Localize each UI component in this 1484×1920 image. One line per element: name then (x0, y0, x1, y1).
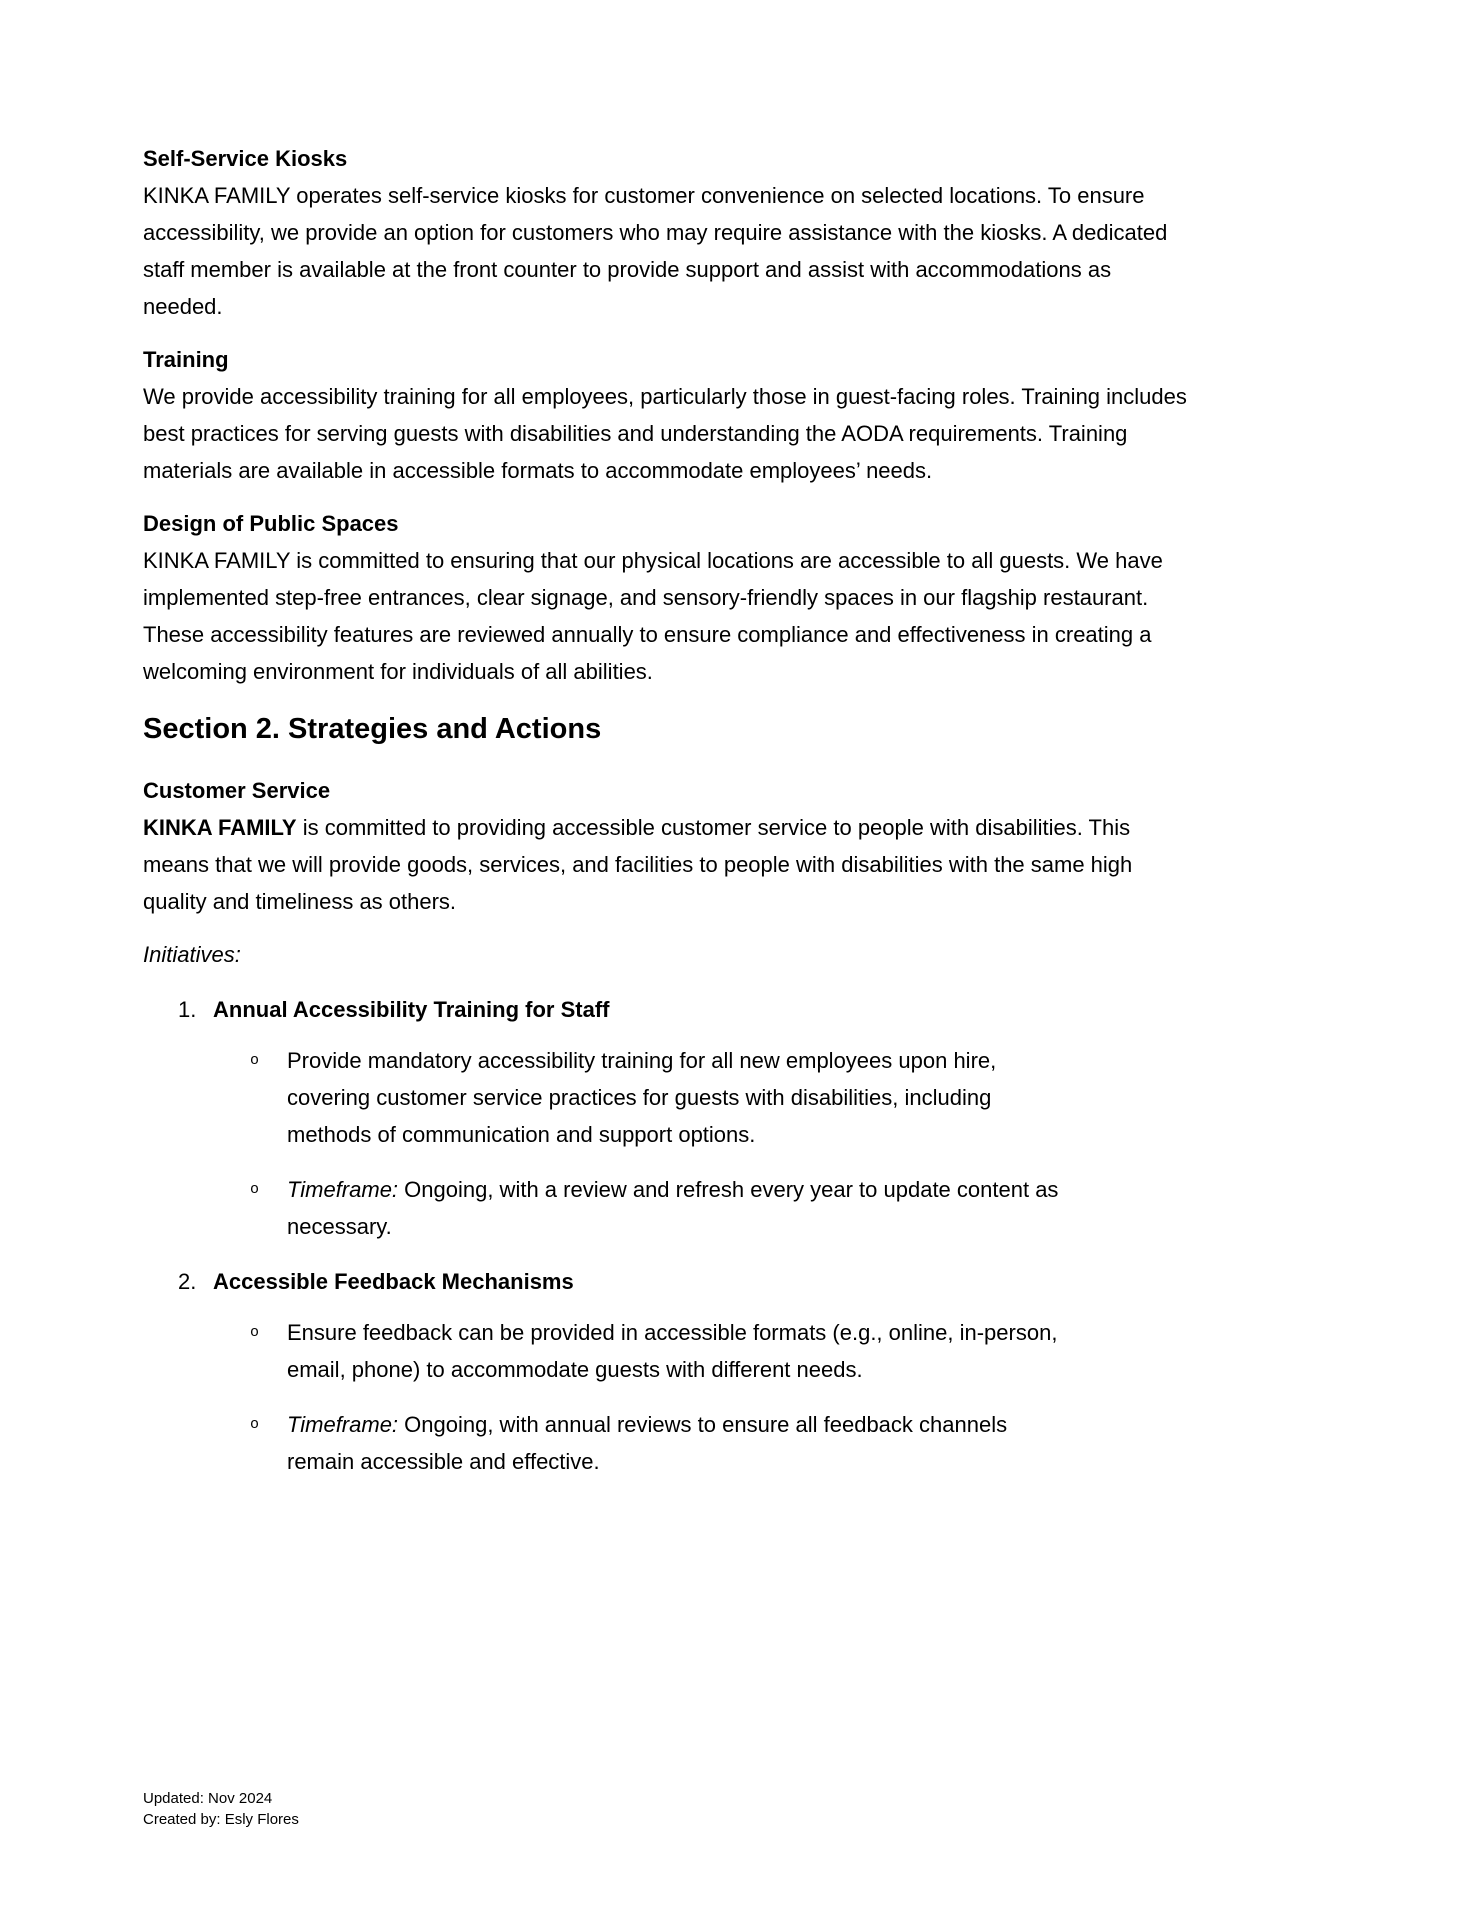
sub-item-2-1-body: Ensure feedback can be provided in accessible formats (e.g., online, in-person, email, phone) to accommodate guests with different needs. (287, 1320, 1058, 1382)
sub-item-1-1-body: Provide mandatory accessibility training for all new employees upon hire, covering customer service practices for guests with disabilities, including methods of communication and support options. (287, 1048, 997, 1147)
footer-updated: Updated: Nov 2024 (143, 1790, 273, 1807)
customer-service-bold-lead: KINKA FAMILY (143, 815, 297, 840)
heading-design-of-public-spaces: Design of Public Spaces (143, 511, 399, 536)
sub-item-2-2-body: Ongoing, with annual reviews to ensure all feedback channels remain accessible and effective. (287, 1412, 1008, 1474)
paragraph-design-of-public-spaces: KINKA FAMILY is committed to ensuring that our physical locations are accessible to all guests. We have implemented step-free entrances, clear signage, and sensory-friendly spaces in our flagship restaurant. These accessibility features are reviewed annually to ensure compliance and effectiveness in creating a welcoming environment for individuals of all abilities. (143, 548, 1163, 684)
section-design-of-public-spaces (143, 505, 1188, 690)
heading-training: Training (143, 347, 229, 372)
list-item-2-title: Accessible Feedback Mechanisms (213, 1269, 574, 1294)
heading-customer-service: Customer Service (143, 778, 331, 803)
sub-item-2-1-text (287, 1314, 1077, 1388)
sub-item-1-2 (250, 1171, 1188, 1245)
document-content (143, 140, 1188, 1480)
bullet-marker-icon: o (250, 1416, 260, 1433)
sub-item-1-2-body: Ongoing, with a review and refresh every year to update content as necessary. (287, 1177, 1059, 1239)
section-training (143, 341, 1188, 489)
document-footer (143, 1788, 299, 1830)
paragraph-self-service-kiosks: KINKA FAMILY operates self-service kiosks for customer convenience on selected locations. To ensure accessibility, we provide an option for customers who may require assistance with the kiosks. A dedicated staff member is available at the front counter to provide support and assist with accommodations as needed. (143, 183, 1168, 319)
heading-self-service-kiosks: Self-Service Kiosks (143, 146, 348, 171)
sub-item-1-1-text (287, 1042, 1077, 1153)
bullet-marker-icon: o (250, 1052, 260, 1069)
section-customer-service (143, 772, 1188, 920)
sub-item-2-2-lead: Timeframe: (287, 1412, 399, 1437)
section2-title: Section 2. Strategies and Actions (143, 713, 602, 745)
list-item-2 (178, 1263, 1188, 1300)
bullet-marker-icon: o (250, 1181, 260, 1198)
bullet-marker-icon: o (250, 1324, 260, 1341)
paragraph-training: We provide accessibility training for all employees, particularly those in guest-facing roles. Training includes best practices for serving guests with disabilities and understanding the AODA requirements. Training materials are available in accessible formats to accommodate employees’ needs. (143, 384, 1187, 483)
sub-item-2-1 (250, 1314, 1188, 1388)
sub-item-2-2 (250, 1406, 1188, 1480)
footer-created-by: Created by: Esly Flores (143, 1811, 299, 1828)
sub-item-1-2-text (287, 1171, 1077, 1245)
list-item-2-number: 2. (178, 1269, 197, 1294)
paragraph-customer-service (143, 809, 1188, 920)
section-self-service-kiosks (143, 140, 1188, 325)
list-item-1-number: 1. (178, 997, 197, 1022)
sub-item-1-2-lead: Timeframe: (287, 1177, 399, 1202)
sub-item-2-2-text (287, 1406, 1077, 1480)
customer-service-body: is committed to providing accessible customer service to people with disabilities. This means that we will provide goods, services, and facilities to people with disabilities with the same high quality and timeliness as others. (143, 815, 1133, 914)
list-item-1 (178, 991, 1188, 1028)
list-item-1-title: Annual Accessibility Training for Staff (213, 997, 610, 1022)
initiatives-label: Initiatives: (143, 942, 241, 967)
sub-item-1-1 (250, 1042, 1188, 1153)
